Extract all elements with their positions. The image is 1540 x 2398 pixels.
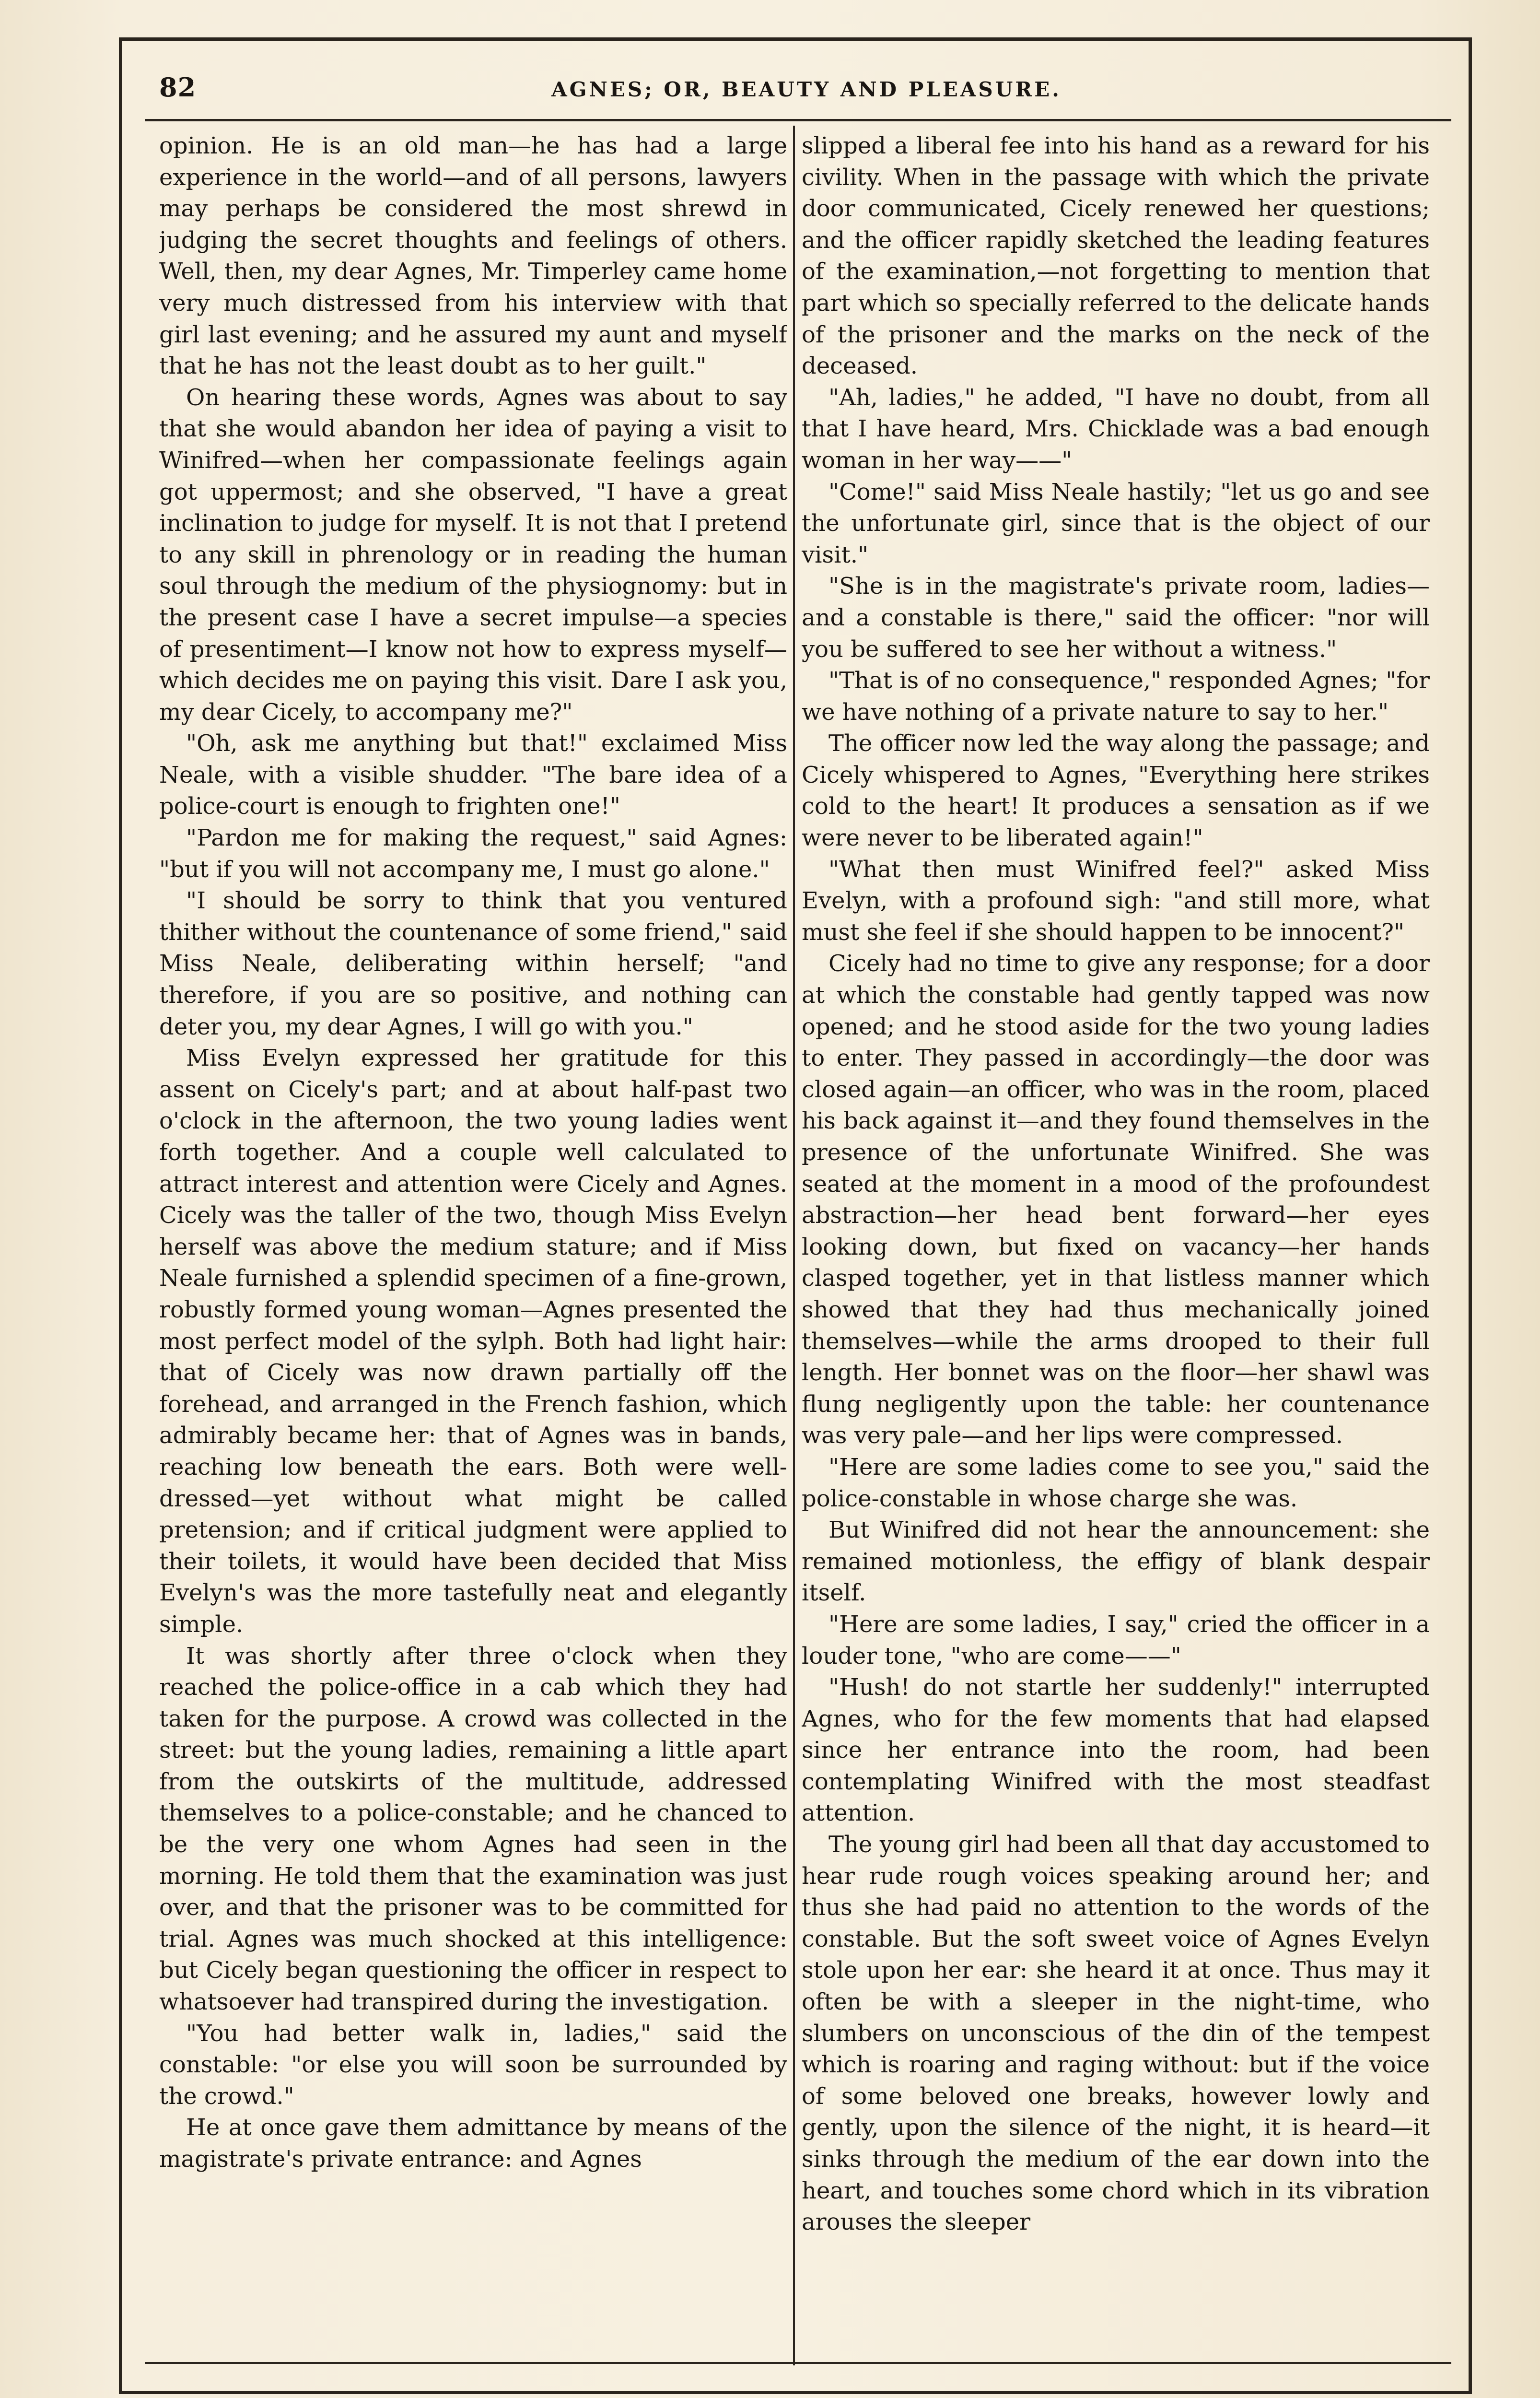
column-divider	[793, 126, 795, 2365]
paragraph: Miss Evelyn expressed her gratitude for this assent on Cicely's part; and at about half-past two o'clock in the afternoon, the two young ladies went forth together. And a couple well calculated to attract interest and attention were Cicely and Agnes. Cicely was the taller of the two, though Miss Evelyn herself was above the medium stature; and if Miss Neale furnished a splendid specimen of a fine-grown, robustly formed young woman—Agnes presented the most perfect model of the sylph. Both had light hair: that of Cicely was now drawn partially off the forehead, and arranged in the French fashion, which admirably became her: that of Agnes was in bands, reaching low beneath the ears. Both were well-dressed—yet without what might be called pretension; and if critical judgment were applied to their toilets, it would have been decided that Miss Evelyn's was the more tastefully neat and elegantly simple.	[159, 1045, 787, 1638]
paragraph: "Hush! do not startle her suddenly!" interrupted Agnes, who for the few moments that had elapsed since her entrance into the room, had been contemplating Winifred with the most steadfast attention.	[802, 1674, 1430, 1827]
bottom-rule	[145, 2362, 1451, 2364]
paragraph: "Come!" said Miss Neale hastily; "let us go and see the unfortunate girl, since that is the object of our visit."	[802, 478, 1430, 568]
paragraph: "Here are some ladies, I say," cried the officer in a louder tone, "who are come——"	[802, 1610, 1430, 1669]
paragraph: "Ah, ladies," he added, "I have no doubt, from all that I have heard, Mrs. Chicklade was a bad enough woman in her way——"	[802, 384, 1430, 474]
paragraph: "That is of no consequence," responded Agnes; "for we have nothing of a private nature to say to her."	[802, 667, 1430, 726]
page-number: 82	[159, 72, 197, 103]
paragraph: Cicely had no time to give any response; for a door at which the constable had gently tapped was now opened; and he stood aside for the two young ladies to enter. They passed in accordingly—the door was closed again—an officer, who was in the room, placed his back against it—and they found themselves in the presence of the unfortunate Winifred. She was seated at the moment in a mood of the profoundest abstraction—her head bent forward—her eyes looking down, but fixed on vacancy—her hands clasped together, yet in that listless manner which showed that they had thus mechanically joined themselves—while the arms drooped to their full length. Her bonnet was on the floor—her shawl was flung negligently upon the table: her countenance was very pale—and her lips were compressed.	[802, 950, 1430, 1449]
paragraph: The young girl had been all that day accustomed to hear rude rough voices speaking around her; and thus she had paid no attention to the words of the constable. But the soft sweet voice of Agnes Evelyn stole upon her ear: she heard it at once. Thus may it often be with a sleeper in the night-time, who slumbers on unconscious of the din of the tempest which is roaring and raging without: but if the voice of some beloved one breaks, however lowly and gently, upon the silence of the night, it is heard—it sinks through the medium of the ear down into the heart, and touches some chord which in its vibration arouses the sleeper	[802, 1831, 1430, 2236]
left-column	[159, 130, 787, 2327]
running-title: AGNES; OR, BEAUTY AND PLEASURE.	[551, 78, 1062, 101]
paragraph: On hearing these words, Agnes was about to say that she would abandon her idea of paying a visit to Winifred—when her compassionate feelings again got uppermost; and she observed, "I have a great inclination to judge for myself. It is not that I pretend to any skill in phrenology or in reading the human soul through the medium of the physiognomy: but in the present case I have a secret impulse—a species of presentiment—I know not how to express myself—which decides me on paying this visit. Dare I ask you, my dear Cicely, to accompany me?"	[159, 384, 787, 726]
right-column	[802, 130, 1430, 2327]
paragraph: But Winifred did not hear the announcement: she remained motionless, the effigy of blank despair itself.	[802, 1516, 1430, 1607]
page-header	[145, 72, 1451, 110]
paragraph: "She is in the magistrate's private room, ladies—and a constable is there," said the officer: "nor will you be suffered to see her without a witness."	[802, 573, 1430, 663]
paragraph: "Pardon me for making the request," said Agnes: "but if you will not accompany me, I must go alone."	[159, 824, 787, 883]
paragraph: slipped a liberal fee into his hand as a reward for his civility. When in the passage with which the private door communicated, Cicely renewed her questions; and the officer rapidly sketched the leading features of the examination,—not forgetting to mention that part which so specially referred to the delicate hands of the prisoner and the marks on the neck of the deceased.	[802, 132, 1430, 380]
paragraph: opinion. He is an old man—he has had a large experience in the world—and of all persons, lawyers may perhaps be considered the most shrewd in judging the secret thoughts and feelings of others. Well, then, my dear Agnes, Mr. Timperley came home very much distressed from his interview with that girl last evening; and he assured my aunt and myself that he has not the least doubt as to her guilt."	[159, 132, 787, 380]
header-rule	[145, 119, 1451, 121]
paragraph: The officer now led the way along the passage; and Cicely whispered to Agnes, "Everything here strikes cold to the heart! It produces a sensation as if we were never to be liberated again!"	[802, 730, 1430, 852]
paragraph: "I should be sorry to think that you ventured thither without the countenance of some friend," said Miss Neale, deliberating within herself; "and therefore, if you are so positive, and nothing can deter you, my dear Agnes, I will go with you."	[159, 887, 787, 1040]
paragraph: "What then must Winifred feel?" asked Miss Evelyn, with a profound sigh: "and still more, what must she feel if she should happen to be innocent?"	[802, 856, 1430, 946]
paragraph: "You had better walk in, ladies," said the constable: "or else you will soon be surrounded by the crowd."	[159, 2020, 787, 2110]
paragraph: "Oh, ask me anything but that!" exclaimed Miss Neale, with a visible shudder. "The bare idea of a police-court is enough to frighten one!"	[159, 730, 787, 820]
paragraph: It was shortly after three o'clock when they reached the police-office in a cab which they had taken for the purpose. A crowd was collected in the street: but the young ladies, remaining a little apart from the outskirts of the multitude, addressed themselves to a police-constable; and he chanced to be the very one whom Agnes had seen in the morning. He told them that the examination was just over, and that the prisoner was to be committed for trial. Agnes was much shocked at this intelligence: but Cicely began questioning the officer in respect to whatsoever had transpired during the investigation.	[159, 1642, 787, 2016]
paragraph: "Here are some ladies come to see you," said the police-constable in whose charge she was.	[802, 1453, 1430, 1512]
paragraph: He at once gave them admittance by means of the magistrate's private entrance: and Agnes	[159, 2114, 787, 2173]
